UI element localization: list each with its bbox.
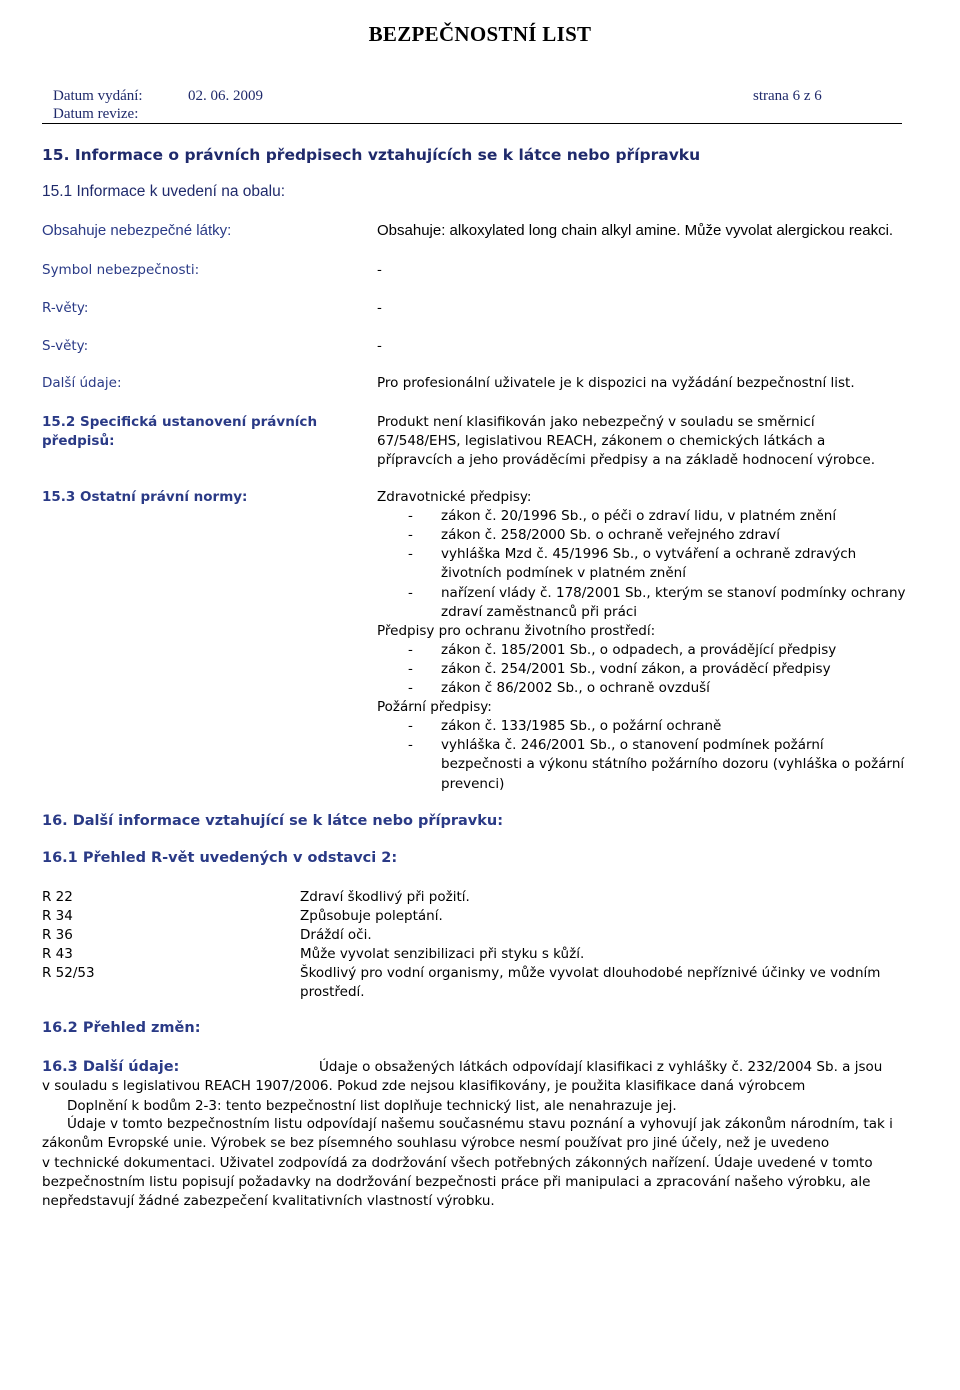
regulation-line: zákon č. 185/2001 Sb., o odpadech, a provádějící předpisy xyxy=(441,642,837,658)
section-16-3-text-line: Doplnění k bodům 2-3: tento bezpečnostní list doplňuje technický list, ale nenahrazuje jej. xyxy=(67,1098,677,1114)
hazardous-substances-label: Obsahuje nebezpečné látky: xyxy=(42,222,232,239)
regulation-line: Zdravotnické předpisy: xyxy=(377,489,532,505)
section-16-3-text-line: bezpečnostním listu popisují požadavky na dodržování bezpečnosti práce při manipulaci a zpracování našeho výrobku, ale xyxy=(42,1174,871,1190)
s-phrases-label: S-věty: xyxy=(42,338,89,354)
section-15-1-heading: 15.1 Informace k uvedení na obalu: xyxy=(42,183,285,200)
issue-date-value: 02. 06. 2009 xyxy=(188,88,263,104)
header-divider xyxy=(42,123,902,124)
regulation-line: Požární předpisy: xyxy=(377,699,492,715)
hazard-symbol-value: - xyxy=(377,262,382,278)
section-15-2-text-line: Produkt není klasifikován jako nebezpečný v souladu se směrnicí xyxy=(377,414,815,430)
section-15-3-label: 15.3 Ostatní právní normy: xyxy=(42,489,248,505)
list-bullet-dash: - xyxy=(408,546,413,562)
r-phrase-text: Škodlivý pro vodní organismy, může vyvolat dlouhodobé nepříznivé účinky ve vodním xyxy=(300,965,881,981)
regulation-line: bezpečnosti a výkonu státního požárního dozoru (vyhláška o požární xyxy=(441,756,905,772)
other-info-value: Pro profesionální uživatele je k dispozici na vyžádání bezpečnostní list. xyxy=(377,375,855,391)
s-phrases-value: - xyxy=(377,338,382,354)
regulation-line: zákon č 86/2002 Sb., o ochraně ovzduší xyxy=(441,680,710,696)
list-bullet-dash: - xyxy=(408,508,413,524)
section-15-2-label-cont: předpisů: xyxy=(42,433,115,449)
regulation-line: zákon č. 20/1996 Sb., o péči o zdraví lidu, v platném znění xyxy=(441,508,837,524)
regulation-line: vyhláška Mzd č. 45/1996 Sb., o vytváření a ochraně zdravých xyxy=(441,546,857,562)
r-phrases-label: R-věty: xyxy=(42,300,89,316)
hazard-symbol-label: Symbol nebezpečnosti: xyxy=(42,262,200,278)
page-number: strana 6 z 6 xyxy=(753,88,822,104)
regulation-line: prevenci) xyxy=(441,776,505,792)
section-16-3-text-line: nepředstavují žádné zabezpečení kvalitativních vlastností výrobku. xyxy=(42,1193,495,1209)
list-bullet-dash: - xyxy=(408,585,413,601)
r-phrases-value: - xyxy=(377,300,382,316)
r-phrase-code: R 36 xyxy=(42,927,73,943)
section-16-3-text-line: Údaje v tomto bezpečnostním listu odpovídají našemu současnému stavu poznání a vyhovují jak zákonům národním, tak i xyxy=(67,1116,893,1132)
r-phrase-text: Způsobuje poleptání. xyxy=(300,908,443,924)
section-15-2-text-line: 67/548/EHS, legislativou REACH, zákonem o chemických látkách a xyxy=(377,433,826,449)
regulation-line: Předpisy pro ochranu životního prostředí: xyxy=(377,623,656,639)
section-16-3-text-line: v technické dokumentaci. Uživatel zodpovídá za dodržování všech potřebných zákonných nařízení. Údaje uvedené v tomto xyxy=(42,1155,873,1171)
revision-date-label: Datum revize: xyxy=(53,106,139,122)
list-bullet-dash: - xyxy=(408,718,413,734)
r-phrase-text: Může vyvolat senzibilizaci při styku s kůží. xyxy=(300,946,585,962)
r-phrase-code: R 34 xyxy=(42,908,73,924)
list-bullet-dash: - xyxy=(408,527,413,543)
section-16-heading: 16. Další informace vztahující se k látce nebo přípravku: xyxy=(42,813,504,829)
r-phrase-text: Dráždí oči. xyxy=(300,927,372,943)
document-title: BEZPEČNOSTNÍ LIST xyxy=(368,22,592,46)
r-phrase-code: R 22 xyxy=(42,889,73,905)
regulation-line: zdraví zaměstnanců při práci xyxy=(441,604,638,620)
section-16-3-label: 16.3 Další údaje: xyxy=(42,1059,180,1075)
section-16-3-text-line: zákonům Evropské unie. Výrobek se bez písemného souhlasu výrobce nesmí používat pro jiné účely, než je uvedeno xyxy=(42,1135,830,1151)
regulation-line: vyhláška č. 246/2001 Sb., o stanovení podmínek požární xyxy=(441,737,824,753)
section-15-heading: 15. Informace o právních předpisech vztahujících se k látce nebo přípravku xyxy=(42,146,701,164)
other-info-label: Další údaje: xyxy=(42,375,122,391)
hazardous-substances-value: Obsahuje: alkoxylated long chain alkyl amine. Může vyvolat alergickou reakci. xyxy=(377,222,894,239)
r-phrase-code: R 43 xyxy=(42,946,73,962)
regulation-line: nařízení vlády č. 178/2001 Sb., kterým se stanoví podmínky ochrany xyxy=(441,585,906,601)
regulation-line: životních podmínek v platném znění xyxy=(441,565,686,581)
list-bullet-dash: - xyxy=(408,661,413,677)
section-15-2-text-line: přípravcích a jeho prováděcími předpisy a na základě hodnocení výrobce. xyxy=(377,452,875,468)
section-16-3-text-line: v souladu s legislativou REACH 1907/2006. Pokud zde nejsou klasifikovány, je použita klasifikace daná výrobcem xyxy=(42,1078,806,1094)
r-phrase-text-cont: prostředí. xyxy=(300,984,365,1000)
section-16-3-text-line: Údaje o obsažených látkách odpovídají klasifikaci z vyhlášky č. 232/2004 Sb. a jsou xyxy=(319,1059,883,1075)
list-bullet-dash: - xyxy=(408,680,413,696)
list-bullet-dash: - xyxy=(408,642,413,658)
regulation-line: zákon č. 254/2001 Sb., vodní zákon, a prováděcí předpisy xyxy=(441,661,831,677)
regulation-line: zákon č. 133/1985 Sb., o požární ochraně xyxy=(441,718,722,734)
list-bullet-dash: - xyxy=(408,737,413,753)
r-phrase-code: R 52/53 xyxy=(42,965,95,981)
issue-date-label: Datum vydání: xyxy=(53,88,143,104)
regulation-line: zákon č. 258/2000 Sb. o ochraně veřejného zdraví xyxy=(441,527,781,543)
section-16-2-heading: 16.2 Přehled změn: xyxy=(42,1020,201,1036)
r-phrase-text: Zdraví škodlivý při požití. xyxy=(300,889,470,905)
section-15-2-label: 15.2 Specifická ustanovení právních xyxy=(42,414,318,430)
section-16-1-heading: 16.1 Přehled R-vět uvedených v odstavci 2: xyxy=(42,850,398,866)
